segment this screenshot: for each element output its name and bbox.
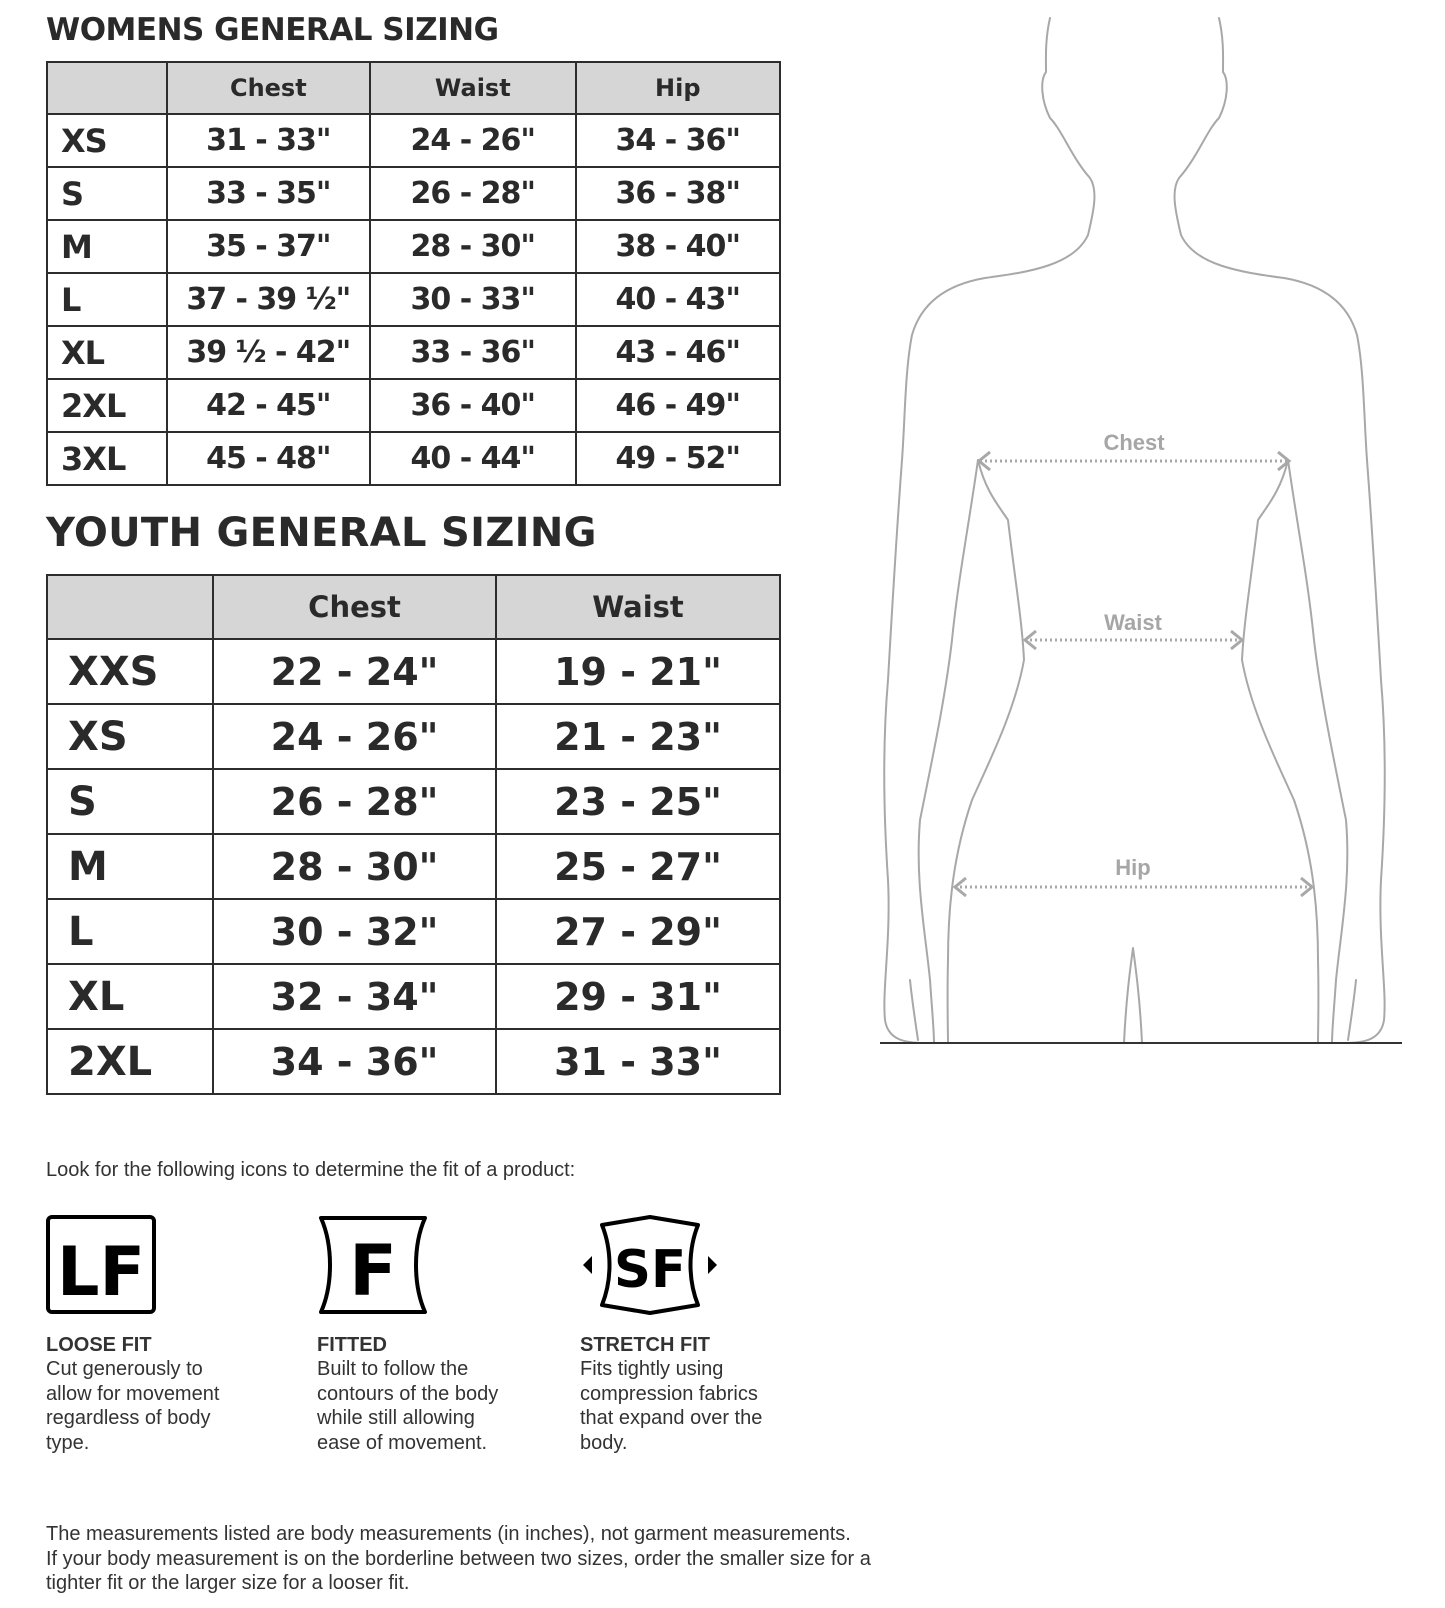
table-row <box>47 220 780 273</box>
size-label-cell: L <box>47 273 167 326</box>
table-row <box>47 704 780 769</box>
fit-intro-text: Look for the following icons to determine the fit of a product: <box>46 1159 576 1181</box>
hip-label: Hip <box>1115 855 1151 880</box>
column-header-chest: Chest <box>213 575 496 639</box>
fitted-description: Built to follow the contours of the body while still allowing ease of movement. <box>317 1358 499 1454</box>
loose-fit-description: Cut generously to allow for movement regardless of body type. <box>46 1358 220 1454</box>
measurement-note <box>46 1522 896 1596</box>
chest-cell: 26 - 28" <box>213 769 496 834</box>
size-label-cell: 3XL <box>47 432 167 485</box>
waist-cell: 33 - 36" <box>370 326 575 379</box>
size-label-cell: M <box>47 220 167 273</box>
waist-cell: 25 - 27" <box>496 834 780 899</box>
table-row <box>47 639 780 704</box>
size-label-cell: XXS <box>47 639 213 704</box>
waist-cell: 29 - 31" <box>496 964 780 1029</box>
hip-cell: 34 - 36" <box>576 114 780 167</box>
table-row <box>47 964 780 1029</box>
fitted-title: FITTED <box>317 1334 387 1356</box>
chest-cell: 35 - 37" <box>167 220 370 273</box>
hip-cell: 40 - 43" <box>576 273 780 326</box>
loose-fit-icon-text: LF <box>57 1233 145 1312</box>
stretch-fit-icon <box>580 1215 720 1315</box>
chest-cell: 31 - 33" <box>167 114 370 167</box>
hip-cell: 36 - 38" <box>576 167 780 220</box>
waist-cell: 27 - 29" <box>496 899 780 964</box>
waist-cell: 24 - 26" <box>370 114 575 167</box>
fitted-icon-text: F <box>349 1230 397 1312</box>
table-header-row <box>47 575 780 639</box>
table-header-row <box>47 62 780 114</box>
column-header-waist: Waist <box>496 575 780 639</box>
fitted-block <box>317 1215 517 1455</box>
size-label-cell: 2XL <box>47 1029 213 1094</box>
chest-cell: 30 - 32" <box>213 899 496 964</box>
table-row <box>47 432 780 485</box>
chest-cell: 37 - 39 ½" <box>167 273 370 326</box>
waist-cell: 26 - 28" <box>370 167 575 220</box>
chest-cell: 28 - 30" <box>213 834 496 899</box>
column-header-waist: Waist <box>370 62 575 114</box>
waist-cell: 19 - 21" <box>496 639 780 704</box>
hip-cell: 49 - 52" <box>576 432 780 485</box>
stretch-fit-block <box>580 1215 780 1455</box>
waist-cell: 31 - 33" <box>496 1029 780 1094</box>
table-row <box>47 899 780 964</box>
youth-sizing-table <box>46 574 781 1095</box>
size-label-cell: 2XL <box>47 379 167 432</box>
hip-cell: 43 - 46" <box>576 326 780 379</box>
table-row <box>47 834 780 899</box>
table-row <box>47 273 780 326</box>
hip-measurement-line <box>955 878 1312 896</box>
loose-fit-icon <box>46 1215 158 1315</box>
size-label-cell: S <box>47 769 213 834</box>
chest-cell: 32 - 34" <box>213 964 496 1029</box>
table-row <box>47 379 780 432</box>
chest-cell: 39 ½ - 42" <box>167 326 370 379</box>
size-label-cell: M <box>47 834 213 899</box>
chest-cell: 22 - 24" <box>213 639 496 704</box>
waist-cell: 28 - 30" <box>370 220 575 273</box>
hip-cell: 46 - 49" <box>576 379 780 432</box>
chest-cell: 34 - 36" <box>213 1029 496 1094</box>
table-row <box>47 167 780 220</box>
waist-cell: 40 - 44" <box>370 432 575 485</box>
waist-cell: 21 - 23" <box>496 704 780 769</box>
size-label-cell: S <box>47 167 167 220</box>
waist-cell: 36 - 40" <box>370 379 575 432</box>
column-header-size <box>47 62 167 114</box>
column-header-chest: Chest <box>167 62 370 114</box>
size-label-cell: XS <box>47 114 167 167</box>
column-header-hip: Hip <box>576 62 780 114</box>
waist-cell: 23 - 25" <box>496 769 780 834</box>
size-label-cell: XL <box>47 964 213 1029</box>
womens-sizing-title: WOMENS GENERAL SIZING <box>46 12 499 48</box>
table-row <box>47 1029 780 1094</box>
measurement-note-line-2: If your body measurement is on the borderline between two sizes, order the smaller size for a tighter fit or the larger size for a looser fit. <box>46 1547 871 1594</box>
chest-cell: 24 - 26" <box>213 704 496 769</box>
stretch-fit-description: Fits tightly using compression fabrics that expand over the body. <box>580 1358 763 1454</box>
youth-sizing-title: YOUTH GENERAL SIZING <box>46 510 597 556</box>
chest-cell: 45 - 48" <box>167 432 370 485</box>
stretch-fit-icon-text: SF <box>614 1240 686 1300</box>
table-row <box>47 326 780 379</box>
size-label-cell: L <box>47 899 213 964</box>
fitted-icon <box>317 1215 429 1315</box>
loose-fit-block <box>46 1215 246 1455</box>
table-row <box>47 114 780 167</box>
body-measurement-diagram <box>880 0 1430 1070</box>
chest-label: Chest <box>1103 430 1165 455</box>
table-row <box>47 769 780 834</box>
chest-cell: 42 - 45" <box>167 379 370 432</box>
waist-label: Waist <box>1104 610 1162 635</box>
stretch-fit-title: STRETCH FIT <box>580 1334 710 1356</box>
hip-cell: 38 - 40" <box>576 220 780 273</box>
loose-fit-title: LOOSE FIT <box>46 1334 152 1356</box>
chest-cell: 33 - 35" <box>167 167 370 220</box>
size-label-cell: XS <box>47 704 213 769</box>
measurement-note-line-1: The measurements listed are body measurements (in inches), not garment measurements. <box>46 1523 851 1545</box>
size-label-cell: XL <box>47 326 167 379</box>
waist-cell: 30 - 33" <box>370 273 575 326</box>
womens-sizing-table <box>46 61 781 486</box>
column-header-size <box>47 575 213 639</box>
